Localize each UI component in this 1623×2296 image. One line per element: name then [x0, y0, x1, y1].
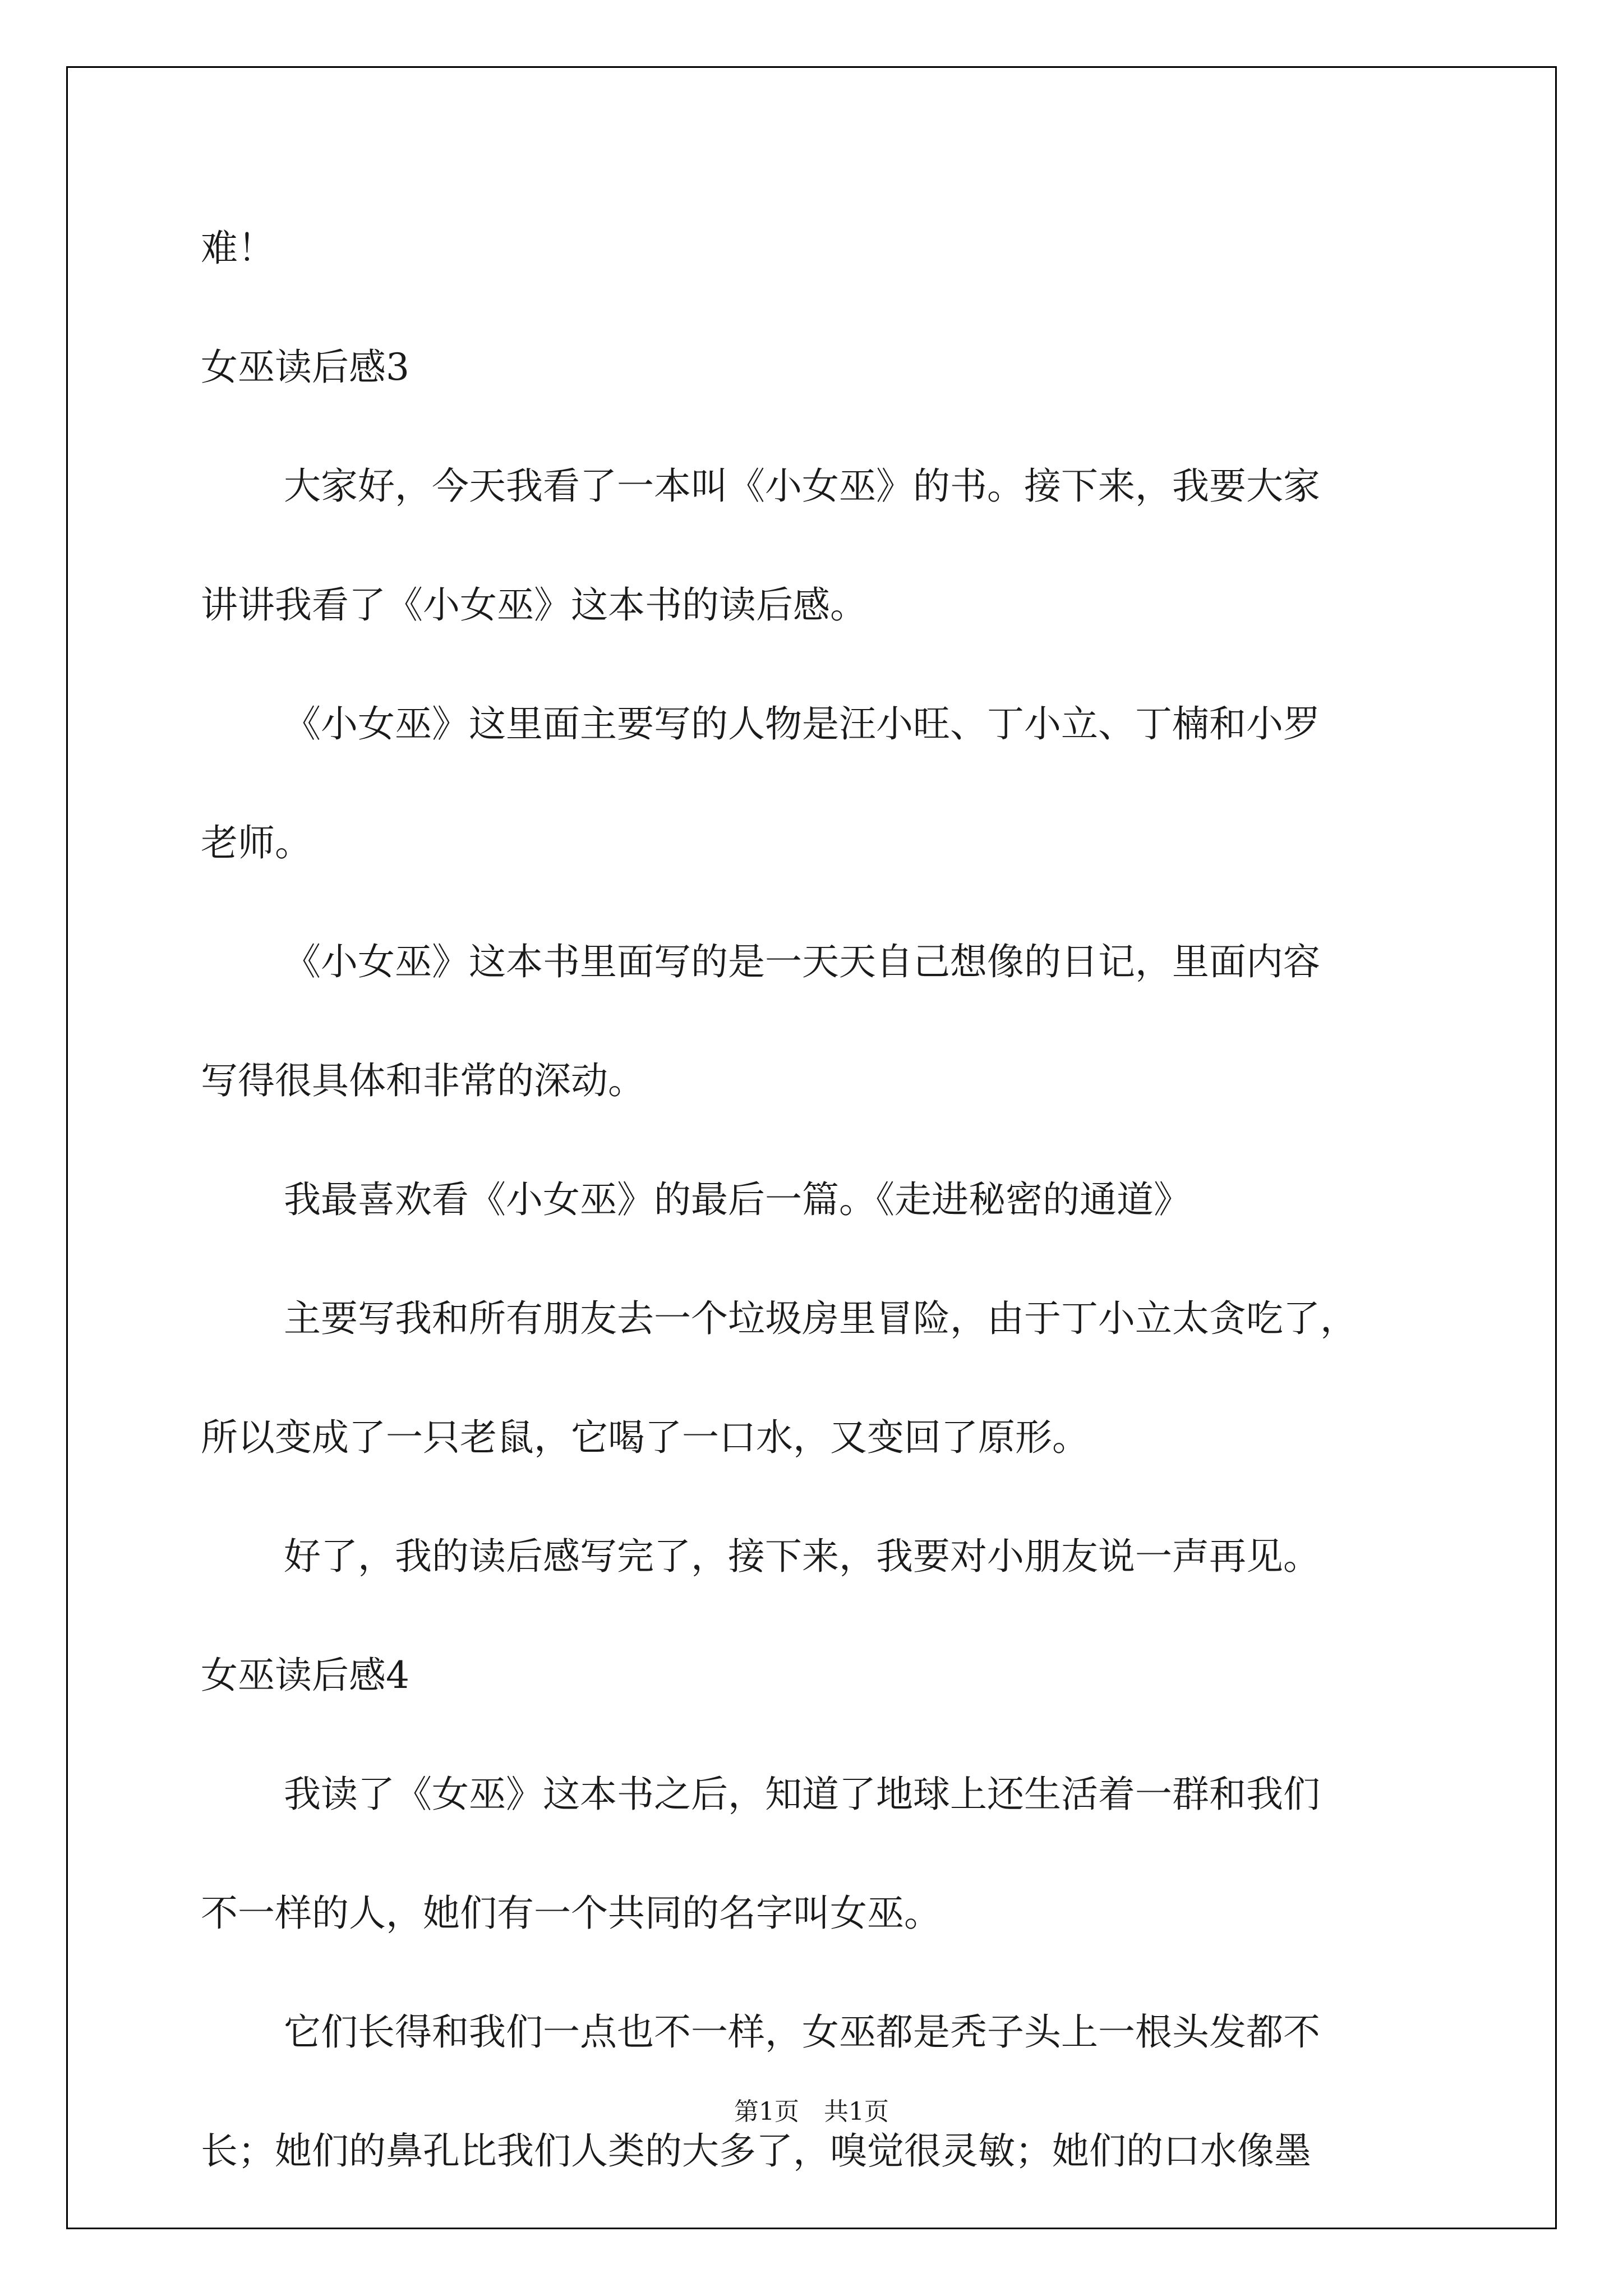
paragraph-line: 老师。: [201, 821, 312, 864]
section-heading: 女巫读后感3: [201, 346, 409, 389]
text-line: 难！: [201, 227, 275, 270]
paragraph-line: 我读了《女巫》这本书之后，知道了地球上还生活着一群和我们: [284, 1773, 1320, 1816]
paragraph-line: 不一样的人，她们有一个共同的名字叫女巫。: [201, 1892, 941, 1935]
paragraph-line: 我最喜欢看《小女巫》的最后一篇。《走进秘密的通道》: [284, 1178, 1191, 1221]
paragraph-line: 《小女巫》这本书里面写的是一天天自己想像的日记，里面内容: [284, 940, 1320, 983]
paragraph-line: 主要写我和所有朋友去一个垃圾房里冒险，由于丁小立太贪吃了，: [284, 1297, 1357, 1340]
paragraph-line: 所以变成了一只老鼠，它喝了一口水，又变回了原形。: [201, 1416, 1089, 1459]
paragraph-line: 好了，我的读后感写完了，接下来，我要对小朋友说一声再见。: [284, 1535, 1320, 1578]
page-footer: 第1页 共1页: [734, 2097, 889, 2126]
paragraph-line: 大家好，今天我看了一本叫《小女巫》的书。接下来，我要大家: [284, 464, 1320, 508]
paragraph-line: 讲讲我看了《小女巫》这本书的读后感。: [201, 583, 867, 627]
section-heading: 女巫读后感4: [201, 1654, 409, 1697]
paragraph-line: 它们长得和我们一点也不一样，女巫都是秃子头上一根头发都不: [284, 2010, 1320, 2054]
paragraph-line: 写得很具体和非常的深动。: [201, 1059, 645, 1102]
paragraph-line: 《小女巫》这里面主要写的人物是汪小旺、丁小立、丁楠和小罗: [284, 702, 1320, 746]
paragraph-line: 长；她们的鼻孔比我们人类的大多了，嗅觉很灵敏；她们的口水像墨: [201, 2129, 1311, 2173]
